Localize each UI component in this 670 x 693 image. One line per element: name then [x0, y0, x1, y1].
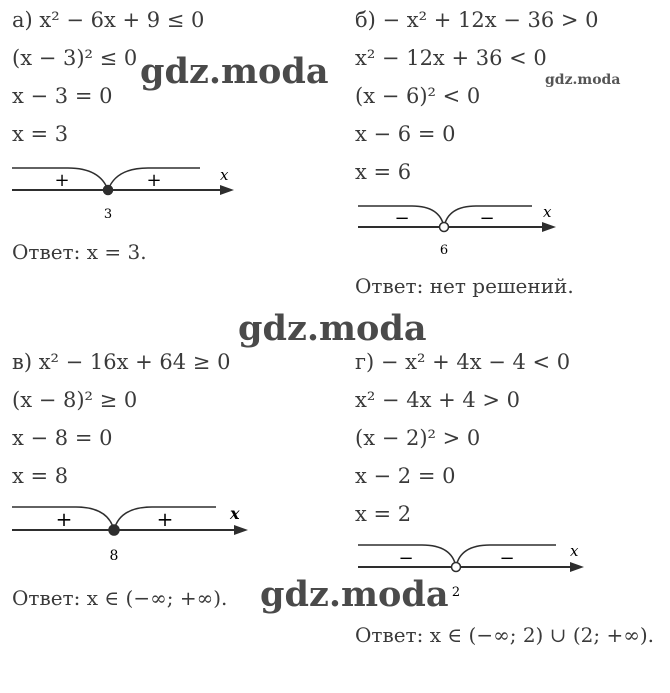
- watermark-2: gdz.moda: [545, 72, 621, 88]
- problem-g-line-1: г) − x² + 4x − 4 < 0: [355, 350, 571, 374]
- watermark-4: gdz.moda: [260, 574, 449, 615]
- problem-a-line-4: x = 3: [12, 122, 69, 146]
- axis-g-label: x: [570, 542, 579, 560]
- number-line-a: [10, 162, 240, 222]
- answer-g: Ответ: x ∈ (−∞; 2) ∪ (2; +∞).: [355, 623, 655, 647]
- problem-v-line-1: в) x² − 16x + 64 ≥ 0: [12, 350, 231, 374]
- problem-a-line-1: а) x² − 6x + 9 ≤ 0: [12, 8, 205, 32]
- point-a-marker: [104, 186, 113, 195]
- sign-b-left: −: [394, 208, 410, 229]
- problem-b-line-1: б) − x² + 12x − 36 > 0: [355, 8, 599, 32]
- problem-v-line-3: x − 8 = 0: [12, 426, 113, 450]
- axis-v-label: x: [230, 504, 240, 523]
- point-g-label: 2: [451, 585, 461, 600]
- axis-b-label: x: [543, 203, 552, 221]
- number-line-v: [10, 502, 260, 564]
- point-b-label: 6: [439, 243, 449, 258]
- problem-a-line-2: (x − 3)² ≤ 0: [12, 46, 138, 70]
- sign-v-left: +: [55, 507, 73, 531]
- answer-a: Ответ: x = 3.: [12, 240, 147, 264]
- sign-a-right: +: [146, 170, 162, 191]
- problem-g-line-4: x − 2 = 0: [355, 464, 456, 488]
- problem-g-line-3: (x − 2)² > 0: [355, 426, 481, 450]
- problem-b-line-5: x = 6: [355, 160, 412, 184]
- axis-a-label: x: [220, 166, 229, 184]
- problem-v-line-2: (x − 8)² ≥ 0: [12, 388, 138, 412]
- answer-v: Ответ: x ∈ (−∞; +∞).: [12, 586, 228, 610]
- sign-a-left: +: [54, 170, 70, 191]
- sign-g-right: −: [499, 548, 515, 569]
- point-b-marker: [440, 223, 449, 232]
- point-g-marker: [452, 563, 461, 572]
- sign-b-right: −: [479, 208, 495, 229]
- problem-g-line-5: x = 2: [355, 502, 412, 526]
- problem-b-line-3: (x − 6)² < 0: [355, 84, 481, 108]
- sign-v-right: +: [156, 507, 174, 531]
- problem-b-line-4: x − 6 = 0: [355, 122, 456, 146]
- point-a-label: 3: [103, 207, 113, 222]
- problem-g-line-2: x² − 4x + 4 > 0: [355, 388, 521, 412]
- watermark-3: gdz.moda: [238, 308, 427, 349]
- point-v-label: 8: [109, 548, 119, 564]
- number-line-b: [356, 200, 566, 258]
- problem-v-line-4: x = 8: [12, 464, 69, 488]
- sign-g-left: −: [398, 548, 414, 569]
- problem-b-line-2: x² − 12x + 36 < 0: [355, 46, 547, 70]
- point-v-marker: [109, 525, 119, 535]
- problem-a-line-3: x − 3 = 0: [12, 84, 113, 108]
- watermark-1: gdz.moda: [140, 51, 329, 92]
- answer-b: Ответ: нет решений.: [355, 274, 574, 298]
